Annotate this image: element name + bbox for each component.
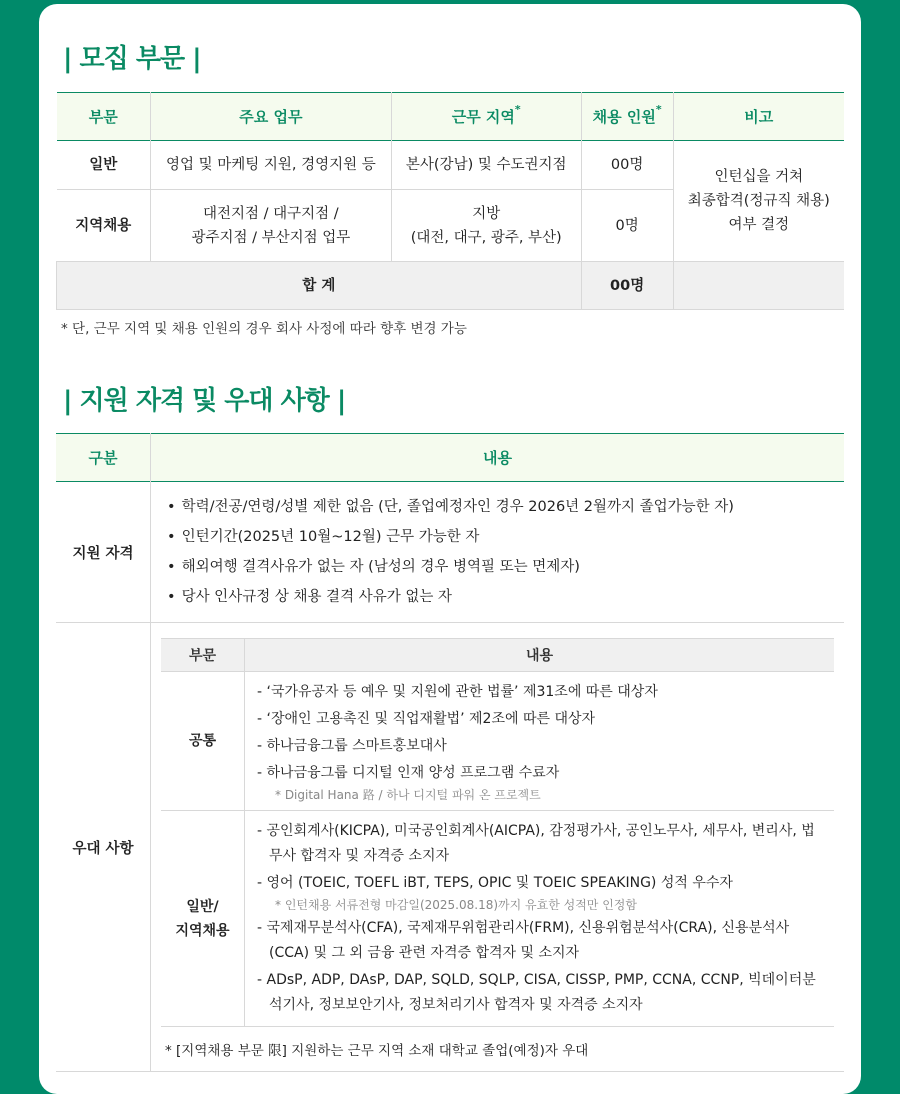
general-content bbox=[245, 811, 835, 1027]
list-item: - ‘장애인 고용촉진 및 직업재활법’ 제2조에 따른 대상자 bbox=[257, 707, 828, 732]
section-title-qualification: | 지원 자격 및 우대 사항 | bbox=[63, 386, 346, 416]
qualification-content bbox=[151, 482, 845, 623]
table-row bbox=[161, 811, 834, 1027]
common-content bbox=[245, 672, 835, 811]
total-remark bbox=[673, 262, 844, 310]
table-row bbox=[56, 623, 844, 1072]
general-label: 일반/ 지역채용 bbox=[161, 811, 245, 1027]
preference-content bbox=[151, 623, 845, 1072]
section-title-recruitment: | 모집 부문 | bbox=[63, 44, 201, 74]
qualification-label: 지원 자격 bbox=[56, 482, 151, 623]
table-row bbox=[56, 482, 844, 623]
recruitment-table bbox=[56, 92, 844, 310]
header-category: 구분 bbox=[56, 434, 151, 482]
header-content: 내용 bbox=[151, 434, 845, 482]
header-count: 채용 인원* bbox=[581, 93, 673, 141]
common-label: 공통 bbox=[161, 672, 245, 811]
common-subnote: * Digital Hana 路 / 하나 디지털 파워 온 프로젝트 bbox=[275, 788, 541, 802]
duty-general: 영업 및 마케팅 지원, 경영지원 등 bbox=[150, 141, 391, 190]
inner-header-content: 내용 bbox=[245, 639, 835, 672]
recruitment-note: * 단, 근무 지역 및 채용 인원의 경우 회사 사정에 따라 향후 변경 가능 bbox=[61, 321, 467, 337]
header-location: 근무 지역* bbox=[391, 93, 581, 141]
header-division: 부문 bbox=[57, 93, 151, 141]
preference-label: 우대 사항 bbox=[56, 623, 151, 1072]
list-item: - 하나금융그룹 스마트홍보대사 bbox=[257, 734, 828, 759]
list-item: • 당사 인사규정 상 채용 결격 사유가 없는 자 bbox=[167, 582, 844, 612]
table-row bbox=[57, 141, 845, 190]
preference-inner-table bbox=[161, 638, 834, 1027]
list-item: • 학력/전공/연령/성별 제한 없음 (단, 졸업예정자인 경우 2026년 2월까지 졸업가능한 자) bbox=[167, 492, 844, 522]
list-item: - 공인회계사(KICPA), 미국공인회계사(AICPA), 감정평가사, 공인노무사, 세무사, 변리사, 법무사 합격자 및 자격증 소지자 bbox=[257, 819, 828, 869]
duty-regional: 대전지점 / 대구지점 / 광주지점 / 부산지점 업무 bbox=[150, 190, 391, 262]
inner-header-division: 부문 bbox=[161, 639, 245, 672]
total-count: 00명 bbox=[581, 262, 673, 310]
division-regional: 지역채용 bbox=[57, 190, 151, 262]
list-item: - 영어 (TOEIC, TOEFL iBT, TEPS, OPIC 및 TOEIC SPEAKING) 성적 우수자 bbox=[257, 871, 828, 896]
count-regional: 0명 bbox=[581, 190, 673, 262]
header-remark: 비고 bbox=[673, 93, 844, 141]
general-subnote: * 인턴채용 서류전형 마감일(2025.08.18)까지 유효한 성적만 인정함 bbox=[275, 898, 637, 912]
location-regional: 지방 (대전, 대구, 광주, 부산) bbox=[391, 190, 581, 262]
list-item: - ‘국가유공자 등 예우 및 지원에 관한 법률’ 제31조에 따른 대상자 bbox=[257, 680, 828, 705]
remark-cell: 인턴십을 거쳐 최종합격(정규직 채용) 여부 결정 bbox=[673, 141, 844, 262]
total-label: 합 계 bbox=[57, 262, 582, 310]
content-card bbox=[39, 4, 861, 1094]
list-item: • 해외여행 결격사유가 없는 자 (남성의 경우 병역필 또는 면제자) bbox=[167, 552, 844, 582]
qualification-table bbox=[56, 433, 844, 1072]
count-general: 00명 bbox=[581, 141, 673, 190]
regional-footnote: * [지역채용 부문 限] 지원하는 근무 지역 소재 대학교 졸업(예정)자 우대 bbox=[165, 1043, 589, 1059]
list-item: - ADsP, ADP, DAsP, DAP, SQLD, SQLP, CISA, CISSP, PMP, CCNA, CCNP, 빅데이터분석기사, 정보보안기사, 정보처리기사 합격자 및 자격증 소지자 bbox=[257, 968, 828, 1018]
list-item: - 국제재무분석사(CFA), 국제재무위험관리사(FRM), 신용위험분석사(CRA), 신용분석사(CCA) 및 그 외 금융 관련 자격증 합격자 및 소지자 bbox=[257, 916, 828, 966]
list-item: - 하나금융그룹 디지털 인재 양성 프로그램 수료자 bbox=[257, 761, 828, 786]
total-row bbox=[57, 262, 845, 310]
header-duty: 주요 업무 bbox=[150, 93, 391, 141]
table-row bbox=[161, 672, 834, 811]
list-item: • 인턴기간(2025년 10월~12월) 근무 가능한 자 bbox=[167, 522, 844, 552]
division-general: 일반 bbox=[57, 141, 151, 190]
location-general: 본사(강남) 및 수도권지점 bbox=[391, 141, 581, 190]
